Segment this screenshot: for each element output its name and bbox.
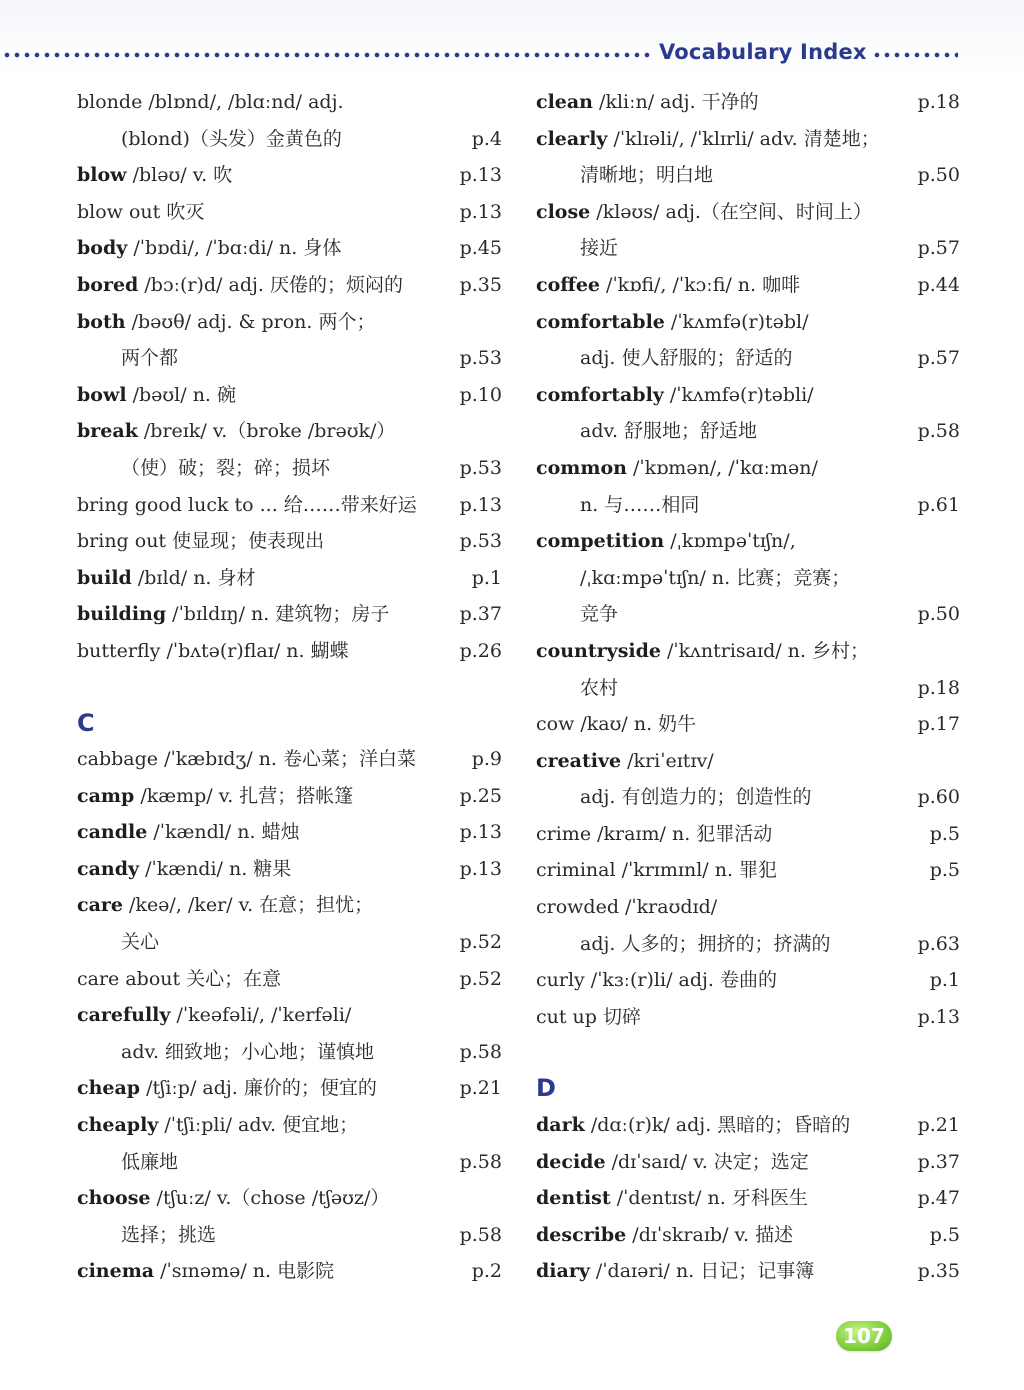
index-entry <box>77 230 502 267</box>
entry-text <box>77 237 341 259</box>
entry-text <box>536 457 818 479</box>
entry-definition: cow /kaʊ/ n. 奶牛 <box>536 713 697 736</box>
index-entry <box>77 413 502 450</box>
entry-text <box>536 1114 850 1136</box>
page-reference: p.10 <box>459 383 502 406</box>
entry-definition: curly /ˈkɜː(r)li/ adj. 卷曲的 <box>536 969 777 992</box>
headword: candle <box>77 821 148 844</box>
section-spacer <box>536 1035 960 1070</box>
index-entry <box>536 1107 960 1144</box>
entry-text <box>77 1077 377 1099</box>
index-entry <box>77 778 502 815</box>
entry-text <box>536 494 699 516</box>
entry-definition: /dɪˈskraɪb/ v. 描述 <box>626 1223 794 1246</box>
index-entry <box>77 304 502 341</box>
index-entry <box>77 1180 502 1217</box>
entry-definition: 竞争 <box>580 603 619 626</box>
page-reference: p.13 <box>459 857 502 880</box>
entry-text <box>536 713 696 735</box>
entry-text <box>536 384 814 406</box>
index-entry <box>536 84 960 121</box>
index-entry-continuation <box>77 924 502 961</box>
headword: creative <box>536 749 622 772</box>
headword: carefully <box>77 1004 171 1027</box>
left-index-column <box>77 84 502 1290</box>
index-entry <box>536 1180 960 1217</box>
entry-text <box>77 201 204 223</box>
entry-text <box>77 457 330 479</box>
page-reference: p.9 <box>471 748 502 771</box>
page-reference: p.61 <box>917 493 960 516</box>
headword: bowl <box>77 383 127 406</box>
index-entry-continuation <box>536 157 960 194</box>
index-entry <box>77 997 502 1034</box>
index-entry <box>536 633 960 670</box>
entry-text <box>536 1260 814 1282</box>
page-reference: p.21 <box>459 1077 502 1100</box>
headword: comfortably <box>536 383 664 406</box>
entry-text <box>77 311 376 333</box>
index-entry <box>536 523 960 560</box>
page-reference: p.50 <box>917 603 960 626</box>
headword: both <box>77 310 126 333</box>
index-entry <box>536 304 960 341</box>
entry-definition: care about 关心；在意 <box>77 967 282 990</box>
headword: dark <box>536 1114 585 1137</box>
entry-text <box>536 1187 808 1209</box>
page-reference: p.35 <box>917 1260 960 1283</box>
entry-definition: crime /kraɪm/ n. 犯罪活动 <box>536 822 773 845</box>
entry-definition: /bəʊl/ n. 碗 <box>126 383 237 406</box>
entry-definition: /ˈtʃiːpli/ adv. 便宜地； <box>158 1114 359 1137</box>
entry-definition: /dɪˈsaɪd/ v. 决定；选定 <box>605 1150 809 1173</box>
entry-definition: /breɪk/ v.（broke /brəʊk/） <box>137 420 396 443</box>
page-reference: p.13 <box>917 1005 960 1028</box>
entry-text <box>77 640 349 662</box>
index-entry-continuation <box>536 779 960 816</box>
index-entry <box>536 706 960 743</box>
entry-text <box>77 968 281 990</box>
headword: decide <box>536 1150 606 1173</box>
entry-definition: crowded /ˈkraʊdɪd/ <box>536 896 718 919</box>
right-index-column <box>536 84 960 1290</box>
index-entry <box>536 743 960 780</box>
letter-section-heading <box>536 1070 960 1107</box>
entry-definition: adj. 使人舒服的；舒适的 <box>580 347 793 370</box>
page-reference: p.5 <box>929 1223 960 1246</box>
index-entry <box>536 999 960 1036</box>
entry-text <box>536 311 809 333</box>
page-reference: p.35 <box>459 273 502 296</box>
entry-definition: 选择；挑选 <box>121 1223 217 1246</box>
entry-definition: 两个都 <box>121 347 179 370</box>
entry-definition: n. 与……相同 <box>580 493 700 516</box>
entry-text <box>536 1006 641 1028</box>
headword: choose <box>77 1187 151 1210</box>
index-entry <box>536 377 960 414</box>
entry-text <box>77 128 342 150</box>
page-reference: p.45 <box>459 237 502 260</box>
entry-text <box>77 1187 389 1209</box>
index-entry <box>77 741 502 778</box>
index-entry <box>77 887 502 924</box>
index-entry-continuation <box>77 121 502 158</box>
entry-definition: /bləʊ/ v. 吹 <box>126 164 233 187</box>
page-reference: p.53 <box>459 530 502 553</box>
entry-text <box>77 1114 358 1136</box>
index-entry <box>77 1253 502 1290</box>
entry-definition: /ˈkændi/ n. 糖果 <box>139 857 292 880</box>
index-entry-continuation <box>77 1034 502 1071</box>
letter-heading-text: D <box>536 1074 556 1103</box>
headword: building <box>77 603 167 626</box>
page-reference: p.21 <box>917 1114 960 1137</box>
index-entry-continuation <box>536 670 960 707</box>
index-entry-continuation <box>77 1144 502 1181</box>
entry-definition: bring out 使显现；使表现出 <box>77 530 325 553</box>
entry-definition: 清晰地；明白地 <box>580 164 714 187</box>
entry-definition: /ˈbɒdi/, /ˈbɑːdi/ n. 身体 <box>127 237 342 260</box>
entry-definition: blow out 吹灭 <box>77 200 205 223</box>
page-reference: p.58 <box>459 1223 502 1246</box>
entry-definition: /bɪld/ n. 身材 <box>131 566 256 589</box>
headword: competition <box>536 530 665 553</box>
index-entry <box>77 851 502 888</box>
entry-text <box>77 567 256 589</box>
index-entry <box>536 450 960 487</box>
entry-text <box>77 530 324 552</box>
index-entry-continuation <box>536 487 960 524</box>
index-entry <box>536 194 960 231</box>
headword: diary <box>536 1260 590 1283</box>
headword: comfortable <box>536 310 665 333</box>
headword: cheap <box>77 1077 141 1100</box>
entry-text <box>536 530 796 552</box>
page-reference: p.58 <box>917 420 960 443</box>
headword: countryside <box>536 639 661 662</box>
entry-definition: blonde /blɒnd/, /blɑːnd/ adj. <box>77 91 344 113</box>
headword: body <box>77 237 128 260</box>
entry-definition: /kæmp/ v. 扎营；搭帐篷 <box>134 784 354 807</box>
entry-text <box>77 164 232 186</box>
headword: dentist <box>536 1187 611 1210</box>
entry-text <box>77 1151 178 1173</box>
page-reference: p.44 <box>917 273 960 296</box>
entry-definition: /ˈsɪnəmə/ n. 电影院 <box>154 1260 335 1283</box>
headword: camp <box>77 784 135 807</box>
entry-text <box>536 640 869 662</box>
entry-text <box>536 274 800 296</box>
page-reference: p.18 <box>917 91 960 113</box>
entry-text <box>536 164 713 186</box>
headword: blow <box>77 164 127 187</box>
entry-text <box>536 128 880 150</box>
entry-definition: /ˈkeəfəli/, /ˈkerfəli/ <box>170 1004 352 1027</box>
entry-definition: /ˈkɒfi/, /ˈkɔːfi/ n. 咖啡 <box>600 273 801 296</box>
entry-definition: /ˈdentɪst/ n. 牙科医生 <box>610 1187 808 1210</box>
entry-text <box>77 347 178 369</box>
entry-text <box>77 821 300 843</box>
index-entry <box>77 596 502 633</box>
index-entry <box>77 1107 502 1144</box>
page-reference: p.4 <box>471 127 502 150</box>
letter-section-heading <box>77 705 502 742</box>
page-reference: p.53 <box>459 347 502 370</box>
index-entry <box>77 961 502 998</box>
index-entry <box>77 814 502 851</box>
index-entry-continuation <box>77 450 502 487</box>
header-dotted-rule-left <box>2 51 652 59</box>
entry-definition: （使）破；裂；碎；损坏 <box>121 456 331 479</box>
entry-text <box>536 1224 793 1246</box>
index-entry <box>77 633 502 670</box>
page-reference: p.13 <box>459 164 502 187</box>
index-entry <box>77 194 502 231</box>
headword: clearly <box>536 127 608 150</box>
index-entry-continuation <box>77 1217 502 1254</box>
section-title: Vocabulary Index <box>659 40 867 64</box>
index-entry <box>77 267 502 304</box>
entry-text <box>536 1151 809 1173</box>
entry-definition: /ˌkɒmpəˈtɪʃn/, <box>664 530 796 553</box>
section-spacer <box>77 670 502 705</box>
headword: cinema <box>77 1260 155 1283</box>
entry-definition: /ˈkʌmfə(r)təbl/ <box>664 310 809 333</box>
entry-text <box>77 894 373 916</box>
entry-text <box>536 896 717 918</box>
headword: close <box>536 200 591 223</box>
index-entry <box>77 157 502 194</box>
entry-definition: 农村 <box>580 676 619 699</box>
entry-definition: adv. 舒服地；舒适地 <box>580 420 758 443</box>
page-reference: p.37 <box>917 1150 960 1173</box>
page-reference: p.37 <box>459 603 502 626</box>
index-entry <box>536 1144 960 1181</box>
page-reference: p.26 <box>459 639 502 662</box>
index-entry-continuation <box>536 230 960 267</box>
entry-text <box>536 603 618 625</box>
headword: build <box>77 566 132 589</box>
page-reference: p.52 <box>459 931 502 954</box>
entry-definition: (blond)（头发）金黄色的 <box>121 127 342 150</box>
page-reference: p.13 <box>459 821 502 844</box>
entry-text <box>536 237 618 259</box>
index-entry-continuation <box>536 926 960 963</box>
entry-definition: /ˌkɑːmpəˈtɪʃn/ n. 比赛；竞赛； <box>580 566 851 589</box>
entry-definition: 关心 <box>121 931 160 954</box>
index-entry-continuation <box>77 340 502 377</box>
headword: coffee <box>536 273 601 296</box>
page-reference: p.63 <box>917 932 960 955</box>
entry-definition: /ˈkɒmən/, /ˈkɑːmən/ <box>626 456 818 479</box>
index-entry <box>536 852 960 889</box>
entry-text <box>77 274 403 296</box>
entry-text <box>77 91 344 113</box>
page-reference: p.1 <box>471 566 502 589</box>
headword: candy <box>77 857 140 880</box>
index-entry <box>77 487 502 524</box>
entry-definition: /ˈbɪldɪŋ/ n. 建筑物；房子 <box>166 603 390 626</box>
page-number-badge: 107 <box>836 1321 892 1351</box>
entry-text <box>536 786 811 808</box>
index-entry <box>77 523 502 560</box>
entry-text <box>536 823 772 845</box>
entry-text <box>536 420 757 442</box>
entry-text <box>536 933 830 955</box>
entry-text <box>536 859 777 881</box>
page-reference: p.2 <box>471 1260 502 1283</box>
letter-heading-text: C <box>77 708 95 737</box>
page-reference: p.25 <box>459 784 502 807</box>
page-reference: p.52 <box>459 967 502 990</box>
entry-definition: /bɔː(r)d/ adj. 厌倦的；烦闷的 <box>138 273 403 296</box>
page-reference: p.5 <box>929 859 960 882</box>
entry-definition: 低廉地 <box>121 1150 179 1173</box>
entry-definition: /dɑː(r)k/ adj. 黑暗的；昏暗的 <box>584 1114 851 1137</box>
page-reference: p.13 <box>459 493 502 516</box>
headword: clean <box>536 91 593 113</box>
index-entry <box>77 377 502 414</box>
index-entry <box>536 962 960 999</box>
headword: describe <box>536 1223 627 1246</box>
page-reference: p.50 <box>917 164 960 187</box>
entry-text <box>77 1004 351 1026</box>
page-reference: p.17 <box>917 713 960 736</box>
index-entry <box>77 1070 502 1107</box>
entry-definition: /ˈkʌmfə(r)təbli/ <box>663 383 814 406</box>
entry-text <box>77 1260 334 1282</box>
entry-definition: /tʃuːz/ v.（chose /tʃəʊz/） <box>150 1187 390 1210</box>
entry-definition: /ˈklɪəli/, /ˈklɪrli/ adv. 清楚地； <box>607 127 880 150</box>
index-entry <box>77 560 502 597</box>
entry-text <box>536 750 714 772</box>
entry-text <box>77 748 416 770</box>
entry-text <box>77 1224 216 1246</box>
entry-definition: adj. 人多的；拥挤的；挤满的 <box>580 932 831 955</box>
index-entry-continuation <box>536 340 960 377</box>
index-entry <box>536 889 960 926</box>
entry-text <box>77 603 389 625</box>
entry-definition: adv. 细致地；小心地；谨慎地 <box>121 1040 375 1063</box>
headword: care <box>77 894 123 917</box>
page-reference: p.53 <box>459 456 502 479</box>
entry-text <box>77 931 159 953</box>
entry-definition: /kriˈeɪtɪv/ <box>621 749 714 772</box>
entry-text <box>77 494 417 516</box>
index-entry <box>77 84 502 121</box>
page-reference: p.60 <box>917 786 960 809</box>
entry-definition: butterfly /ˈbʌtə(r)flaɪ/ n. 蝴蝶 <box>77 639 349 662</box>
index-entry <box>536 121 960 158</box>
entry-definition: adj. 有创造力的；创造性的 <box>580 786 812 809</box>
entry-definition: cabbage /ˈkæbɪdʒ/ n. 卷心菜；洋白菜 <box>77 748 416 771</box>
entry-definition: criminal /ˈkrɪmɪnl/ n. 罪犯 <box>536 859 778 882</box>
entry-definition: /ˈkændl/ n. 蜡烛 <box>147 821 300 844</box>
entry-text <box>536 677 618 699</box>
entry-text <box>536 969 777 991</box>
entry-definition: /ˈdaɪəri/ n. 日记；记事簿 <box>589 1260 815 1283</box>
page-reference: p.57 <box>917 347 960 370</box>
index-entry <box>536 1253 960 1290</box>
entry-definition: /ˈkʌntrisaɪd/ n. 乡村； <box>660 639 870 662</box>
header-band <box>0 0 1024 80</box>
entry-text <box>77 1041 374 1063</box>
entry-text <box>77 858 291 880</box>
entry-definition: /keə/, /ker/ v. 在意；担忧； <box>122 894 374 917</box>
page-reference: p.5 <box>929 822 960 845</box>
index-entry-continuation <box>536 560 960 597</box>
page-reference: p.1 <box>929 969 960 992</box>
entry-text <box>77 785 353 807</box>
entry-text <box>536 91 759 113</box>
page-reference: p.57 <box>917 237 960 260</box>
page-reference: p.58 <box>459 1040 502 1063</box>
index-entry-continuation <box>536 413 960 450</box>
entry-definition: /tʃiːp/ adj. 廉价的；便宜的 <box>140 1077 377 1100</box>
entry-definition: /kləʊs/ adj.（在空间、时间上） <box>590 200 872 223</box>
headword: break <box>77 420 138 443</box>
page-reference: p.47 <box>917 1187 960 1210</box>
entry-text <box>77 384 236 406</box>
entry-text <box>536 347 792 369</box>
entry-text <box>77 420 395 442</box>
headword: cheaply <box>77 1114 159 1137</box>
entry-text <box>536 567 850 589</box>
headword: common <box>536 456 627 479</box>
index-entry <box>536 816 960 853</box>
entry-definition: cut up 切碎 <box>536 1005 641 1028</box>
index-entry <box>536 1217 960 1254</box>
index-entry <box>536 267 960 304</box>
entry-definition: /bəʊθ/ adj. & pron. 两个； <box>125 310 376 333</box>
page-reference: p.18 <box>917 676 960 699</box>
index-entry-continuation <box>536 596 960 633</box>
entry-text <box>536 201 872 223</box>
page-reference: p.13 <box>459 200 502 223</box>
entry-definition: 接近 <box>580 237 619 260</box>
page-reference: p.58 <box>459 1150 502 1173</box>
headword: bored <box>77 273 139 296</box>
entry-definition: bring good luck to ... 给……带来好运 <box>77 493 417 516</box>
header-dotted-rule-right <box>872 51 958 59</box>
entry-definition: /kliːn/ adj. 干净的 <box>593 91 759 113</box>
